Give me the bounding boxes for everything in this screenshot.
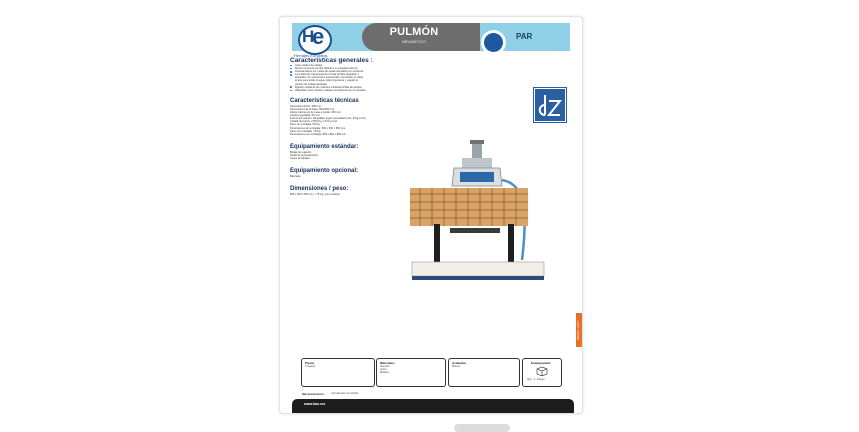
technical-item: Carrera regulable: 60 mm. xyxy=(290,114,321,118)
info-box-title: Materiales xyxy=(380,361,395,365)
footer-bar xyxy=(292,399,574,413)
info-box-value: Aluminio Acero Plástico xyxy=(380,365,390,374)
technical-item: Peso sin embalaje: 59 Kg. xyxy=(290,123,321,127)
footer-url[interactable]: www.hau.mx xyxy=(304,402,326,406)
section-title-general: Características generales : xyxy=(290,57,373,64)
info-box-value: 1 Cuerpo xyxy=(305,365,316,368)
info-box-materials xyxy=(376,358,446,387)
section-title-technical: Características técnicas xyxy=(290,97,359,104)
standard-item: Grupo de filtrajes. xyxy=(290,156,311,160)
dimensions-list xyxy=(290,193,420,196)
product-title: PULMÓN xyxy=(389,26,439,38)
brand-logo xyxy=(294,23,342,57)
pneumatic-press-image xyxy=(410,140,545,281)
logo-letter-e: e xyxy=(312,24,325,49)
header-blue-dot xyxy=(484,33,503,52)
standard-item: Pedal de accionamiento. xyxy=(290,153,319,157)
optional-item: Bancada xyxy=(290,175,301,179)
section-title-optional: Equipamiento opcional: xyxy=(290,168,359,175)
dimensions-item: 850 x 820 x 800 mm. / 75 Kg. (con mueble) xyxy=(290,193,340,197)
standard-item: Bridas de sujeción. xyxy=(290,150,312,154)
dz-brand-logo xyxy=(533,87,567,123)
catalog-sheet xyxy=(279,16,583,414)
optional-list xyxy=(290,175,420,178)
product-tag: PAR xyxy=(516,32,533,41)
package-icon xyxy=(536,366,548,376)
technical-item: Dimensiones de la base: 500x300 mm. xyxy=(290,107,335,111)
standard-list xyxy=(290,151,420,160)
general-item: el aire para evitar el agua, otras impurezas y regular la xyxy=(295,79,358,83)
general-item: La unidad de mantenimiento consta de filtro regulador y xyxy=(290,73,420,76)
observations-value: normalmente no incluido xyxy=(331,392,359,395)
info-box-finishes xyxy=(448,358,520,387)
technical-item: Dimensiones con embalaje: 850 x 820 x 800 mm. xyxy=(290,132,347,136)
general-item: Gran rapidez de trabajo. xyxy=(290,64,420,67)
spec-content xyxy=(290,57,420,196)
packaging-qty: Qty.: 1 Juego xyxy=(527,377,545,381)
product-subtitle: NEUMÁTICO xyxy=(402,39,426,44)
logo-letter-h: H xyxy=(302,27,315,46)
technical-item: Altura del pulmón: 485 mm. xyxy=(290,104,322,108)
technical-item: Unidad de fuerza: 2.500 Kg. a 8 Kg./cm2. xyxy=(290,120,338,124)
general-item: Mínimo consumo de aire debido a su pequeña carrera. xyxy=(290,67,420,70)
info-box-title: Empaquetado xyxy=(531,361,551,365)
section-title-standard: Equipamiento estándar: xyxy=(290,143,359,150)
logo-subtitle: Herrajes Europeos xyxy=(294,53,328,58)
section-title-dimensions: Dimensiones / peso: xyxy=(290,186,349,193)
general-item: Accionamiento por medio de pedal neumático con protector. xyxy=(290,70,420,73)
info-box-packaging xyxy=(522,358,562,387)
observations-label: Observaciones: xyxy=(302,392,325,396)
general-list xyxy=(290,64,420,92)
side-tab-label: MAQUI - 2017 xyxy=(576,320,580,340)
technical-item: Fuerza del pulmón: Regulable según necesidad (máx. 8 Kg./cm2). xyxy=(290,117,367,121)
info-box-pieces xyxy=(301,358,375,387)
info-box-title: Piezas xyxy=(305,361,315,365)
technical-item: Dimensiones sin embalaje: 500 x 350 x 800 mm. xyxy=(290,126,346,130)
page-indicator[interactable] xyxy=(454,424,510,432)
info-box-value: Pintura xyxy=(452,365,460,368)
general-item: lubricador con manómetro incorporado. La función es tratar xyxy=(295,76,364,80)
general-item: presión de trabajo deseada. xyxy=(295,82,328,86)
technical-item: Altura máxima de la mesa a medio: 260 mm. xyxy=(290,111,342,115)
general-item: Fijación rápida de las matrices mediante bridas de apriete. xyxy=(290,86,420,89)
technical-item: Peso con embalaje: 75 Kg. xyxy=(290,129,322,133)
technical-list xyxy=(290,105,420,136)
general-item: Adaptable a las matrices usadas normalmente en el mercado. xyxy=(290,89,420,92)
info-box-title: Acabados xyxy=(452,361,467,365)
